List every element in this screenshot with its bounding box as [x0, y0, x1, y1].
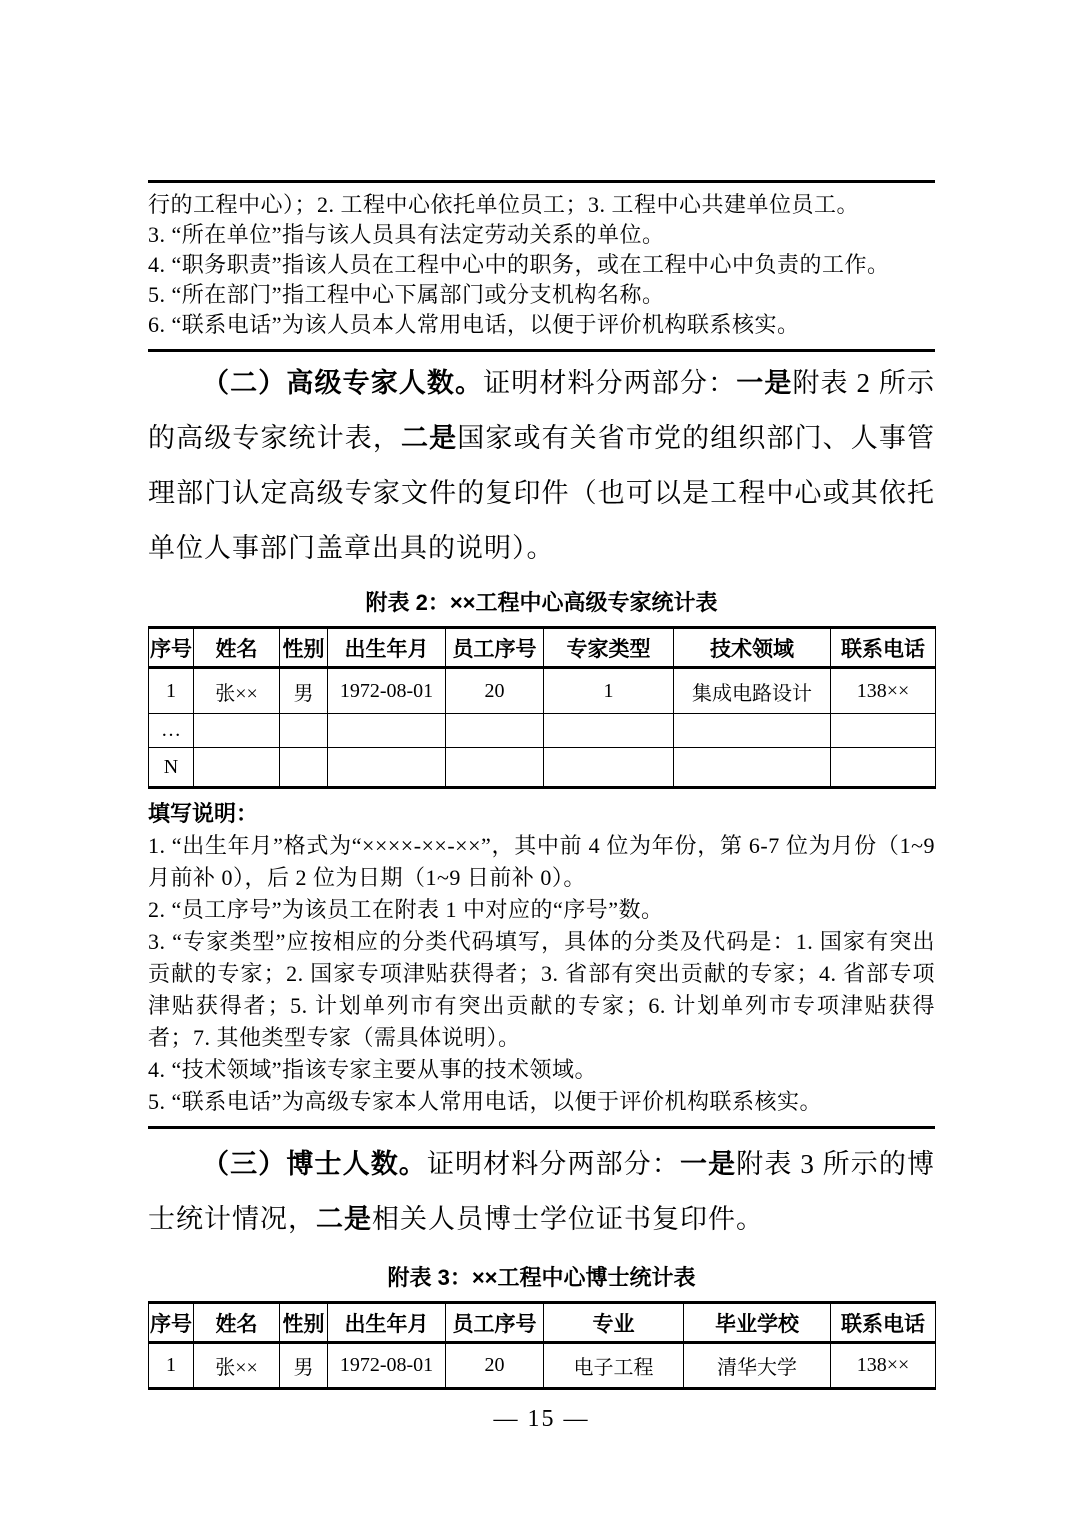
- table-3-doctors: [148, 1301, 936, 1390]
- fill-note-item: 5. “联系电话”为高级专家本人常用电话，以便于评价机构联系核实。: [148, 1089, 823, 1114]
- table-cell: 138××: [831, 668, 936, 714]
- table-2-header-cell: 联系电话: [831, 628, 936, 668]
- table-row: [149, 668, 936, 714]
- table-cell: 男: [280, 1343, 328, 1389]
- table-2-header-cell: 姓名: [194, 628, 280, 668]
- prev-table-notes-block: [148, 180, 935, 352]
- table-cell: 张××: [194, 1343, 280, 1389]
- table-2-header-cell: 性别: [280, 628, 328, 668]
- table-cell: 20: [446, 668, 544, 714]
- table-cell: 男: [280, 668, 328, 714]
- table-3-header-cell: 毕业学校: [684, 1303, 831, 1343]
- page-number: — 15 —: [493, 1406, 590, 1432]
- note-line: 3. “所在单位”指与该人员具有法定劳动关系的单位。: [148, 222, 665, 247]
- table-cell: [280, 714, 328, 748]
- table-cell: 1: [149, 1343, 194, 1389]
- table-2-header-cell: 专家类型: [544, 628, 674, 668]
- table-cell: [194, 714, 280, 748]
- table-cell: [674, 714, 831, 748]
- table-row: [149, 748, 936, 788]
- table-2-header-cell: 员工序号: [446, 628, 544, 668]
- table-cell: 1: [544, 668, 674, 714]
- fill-notes-heading: 填写说明：: [148, 801, 259, 826]
- paragraph-2-emphasis-two: 二是: [401, 423, 458, 453]
- table-2-title: 附表 2：××工程中心高级专家统计表: [365, 590, 718, 615]
- table-cell: N: [149, 748, 194, 788]
- table-cell: 138××: [831, 1343, 936, 1389]
- table-cell: [328, 748, 446, 788]
- table-3-header-cell: 性别: [280, 1303, 328, 1343]
- fill-note-item: 2. “员工序号”为该员工在附表 1 中对应的“序号”数。: [148, 897, 664, 922]
- paragraph-2-text: 国家或有关省市党的组织部门、人事管理部门认定高级专家文件的复印件（也可以是工程中心或其依托单位人事部门盖章出具的说明）。: [148, 423, 936, 563]
- paragraph-3-emphasis-two: 二是: [316, 1204, 372, 1234]
- table-cell: [194, 748, 280, 788]
- paragraph-3-text: 证明材料分两部分：: [426, 1149, 680, 1179]
- fill-note-item: 4. “技术领域”指该专家主要从事的技术领域。: [148, 1057, 598, 1082]
- fill-note-item: 3. “专家类型”应按相应的分类代码填写，具体的分类及代码是：1. 国家有突出贡献的专家；2. 国家专项津贴获得者；3. 省部有突出贡献的专家；4. 省部专项津贴获得者；5. 计划单列市有突出贡献的专家；6. 计划单列市专项津贴获得者；7. 其他类型专家（需具体说明）。: [148, 929, 935, 1050]
- table-cell: [446, 714, 544, 748]
- paragraph-2-text: 证明材料分两部分：: [483, 368, 737, 398]
- table-2-header-cell: 技术领域: [674, 628, 831, 668]
- paragraph-3-text: 附表 3 所示的博士统计情况，: [148, 1149, 936, 1234]
- table-cell: [831, 748, 936, 788]
- paragraph-section-2: [148, 356, 935, 576]
- paragraph-3-emphasis-one: 一是: [679, 1149, 737, 1179]
- table-row: [149, 1343, 936, 1389]
- table-2-header-row: [149, 628, 936, 668]
- paragraph-3-text: 相关人员博士学位证书复印件。: [372, 1204, 764, 1234]
- table-2-header-cell: 出生年月: [328, 628, 446, 668]
- note-line: 行的工程中心）；2. 工程中心依托单位员工；3. 工程中心共建单位员工。: [148, 192, 860, 217]
- paragraph-2-heading: （二）高级专家人数。: [202, 368, 484, 398]
- note-line: 4. “职务职责”指该人员在工程中心中的职务，或在工程中心中负责的工作。: [148, 252, 890, 277]
- table-2-fill-notes: [148, 797, 935, 1129]
- table-3-header-cell: 专业: [544, 1303, 684, 1343]
- table-cell: 20: [446, 1343, 544, 1389]
- table-cell: 电子工程: [544, 1343, 684, 1389]
- paragraph-2-emphasis-one: 一是: [736, 368, 793, 398]
- table-3-header-cell: 出生年月: [328, 1303, 446, 1343]
- table-cell: [328, 714, 446, 748]
- table-cell: 清华大学: [684, 1343, 831, 1389]
- page-content: [148, 180, 935, 1433]
- table-cell: 1972-08-01: [328, 1343, 446, 1389]
- table-3-header-row: [149, 1303, 936, 1343]
- table-cell: 集成电路设计: [674, 668, 831, 714]
- table-cell: [446, 748, 544, 788]
- table-cell: [831, 714, 936, 748]
- fill-note-item: 1. “出生年月”格式为“××××-××-××”，其中前 4 位为年份，第 6-7 位为月份（1~9 月前补 0），后 2 位为日期（1~9 日前补 0）。: [148, 833, 935, 890]
- note-line: 5. “所在部门”指工程中心下属部门或分支机构名称。: [148, 282, 665, 307]
- paragraph-section-3: [148, 1137, 935, 1247]
- table-cell: 1: [149, 668, 194, 714]
- table-cell: [544, 714, 674, 748]
- table-2-experts: [148, 626, 936, 789]
- table-3-header-cell: 序号: [149, 1303, 194, 1343]
- table-3-header-cell: 姓名: [194, 1303, 280, 1343]
- table-row: [149, 714, 936, 748]
- table-cell: [674, 748, 831, 788]
- table-2-header-cell: 序号: [149, 628, 194, 668]
- table-cell: 1972-08-01: [328, 668, 446, 714]
- table-3-header-cell: 联系电话: [831, 1303, 936, 1343]
- table-3-header-cell: 员工序号: [446, 1303, 544, 1343]
- table-cell: …: [149, 714, 194, 748]
- paragraph-2-text: 附表 2 所示的高级专家统计表，: [148, 368, 936, 453]
- table-3-title: 附表 3：××工程中心博士统计表: [387, 1265, 696, 1290]
- note-line: 6. “联系电话”为该人员本人常用电话，以便于评价机构联系核实。: [148, 312, 800, 337]
- table-cell: [280, 748, 328, 788]
- paragraph-3-heading: （三）博士人数。: [202, 1149, 427, 1179]
- table-cell: [544, 748, 674, 788]
- table-cell: 张××: [194, 668, 280, 714]
